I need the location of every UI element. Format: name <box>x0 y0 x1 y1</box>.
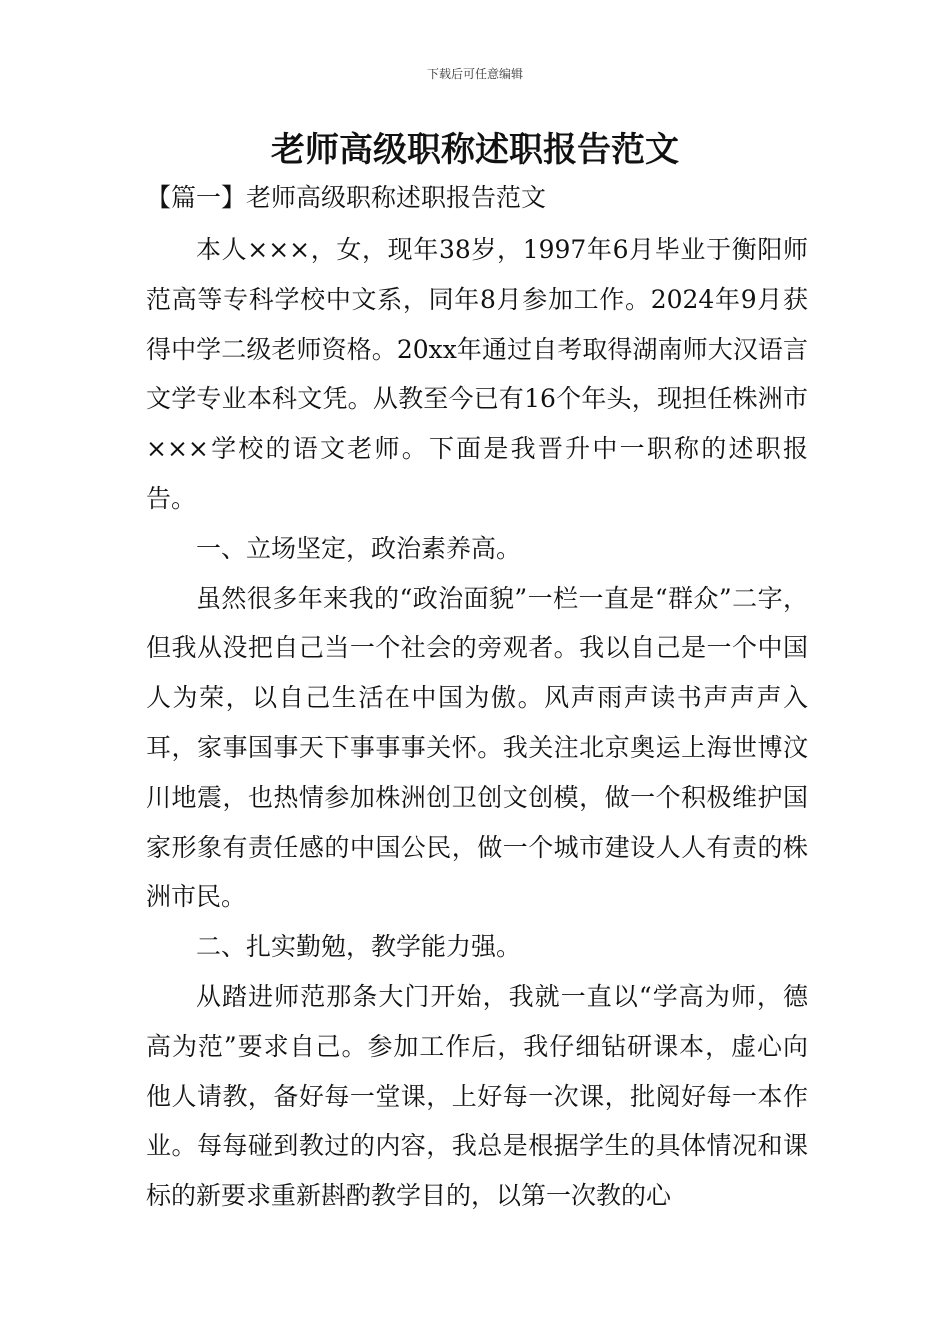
paragraph-heading-1: 一、立场坚定，政治素养高。 <box>196 533 522 563</box>
section-heading: 【篇一】老师高级职称述职报告范文 <box>146 183 547 212</box>
paragraph-politics: 虽然很多年来我的“政治面貌”一栏一直是“群众”二字，但我从没把自己当一个社会的旁观者。我以自己是一个中国人为荣，以自己生活在中国为傲。风声雨声读书声声声入耳，家事国事天下事事事关怀。我关注北京奥运上海世博汶川地震，也热情参加株洲创卫创文创模，做一个积极维护国家形象有责任感的中国公民，做一个城市建设人人有责的株洲市民。 <box>146 583 808 912</box>
paragraph-teaching: 从踏进师范那条大门开始，我就一直以“学高为师，德高为范”要求自己。参加工作后，我仔细钻研课本，虚心向他人请教，备好每一堂课，上好每一次课，批阅好每一本作业。每每碰到教过的内容，我总是根据学生的具体情况和课标的新要求重新斟酌教学目的，以第一次教的心 <box>146 981 808 1211</box>
document-title: 老师高级职称述职报告范文 <box>271 130 679 170</box>
page-header: 下载后可任意编辑 <box>426 67 523 81</box>
document-body <box>146 225 808 1221</box>
paragraph-heading-2: 二、扎实勤勉，教学能力强。 <box>196 932 522 962</box>
paragraph-intro: 本人×××，女，现年38岁，1997年6月毕业于衡阳师范高等专科学校中文系，同年8月参加工作。2024年9月获得中学二级老师资格。20xx年通过自考取得湖南师大汉语言文学专业本科文凭。从教至今已有16个年头，现担任株洲市×××学校的语文老师。下面是我晋升中一职称的述职报告。 <box>146 235 808 513</box>
